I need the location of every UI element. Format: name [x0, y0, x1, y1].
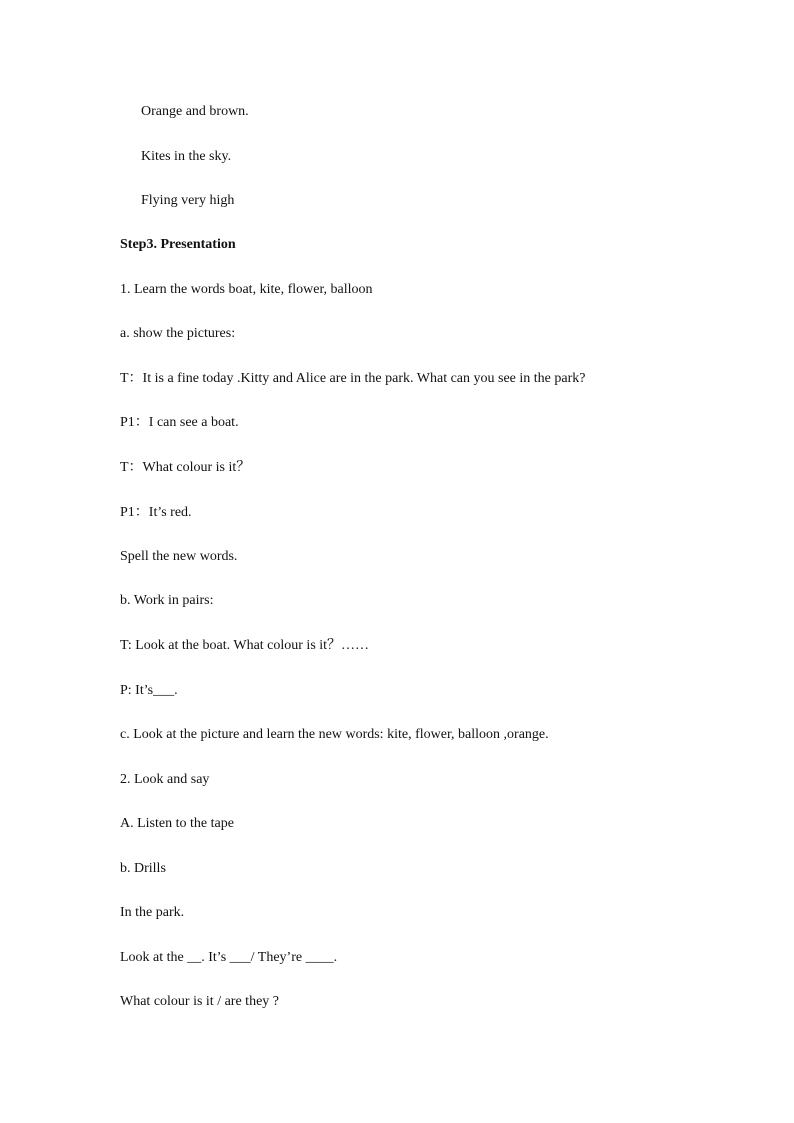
substep-learn-new-words: c. Look at the picture and learn the new words: kite, flower, balloon ,orange. [120, 727, 549, 742]
poem-line-2: Kites in the sky. [141, 149, 232, 164]
drill-title: In the park. [120, 905, 185, 920]
dialogue-line-p1-1: P1：I can see a boat. [120, 415, 239, 430]
dialogue-line-teacher-1: T：It is a fine today .Kitty and Alice are in the park. What can you see in the park? [120, 371, 586, 386]
dialogue-line-teacher-3: T: Look at the boat. What colour is it？…… [120, 638, 370, 653]
dialogue-line-pupil: P: It’s___. [120, 683, 178, 698]
step-look-and-say: 2. Look and say [120, 772, 210, 787]
drill-pattern-1: Look at the __. It’s ___/ They’re ____. [120, 950, 338, 965]
substep-work-in-pairs: b. Work in pairs: [120, 593, 214, 608]
dialogue-line-p1-2: P1：It’s red. [120, 505, 192, 520]
substep-drills: b. Drills [120, 861, 166, 876]
step-learn-words: 1. Learn the words boat, kite, flower, balloon [120, 282, 373, 297]
poem-line-3: Flying very high [141, 193, 235, 208]
instruction-spell: Spell the new words. [120, 549, 238, 564]
poem-line-1: Orange and brown. [141, 104, 249, 119]
substep-listen: A. Listen to the tape [120, 816, 234, 831]
dialogue-line-teacher-2: T：What colour is it？ [120, 460, 251, 475]
drill-pattern-2: What colour is it / are they ? [120, 994, 279, 1009]
section-heading: Step3. Presentation [120, 237, 236, 252]
substep-show-pictures: a. show the pictures: [120, 326, 236, 341]
